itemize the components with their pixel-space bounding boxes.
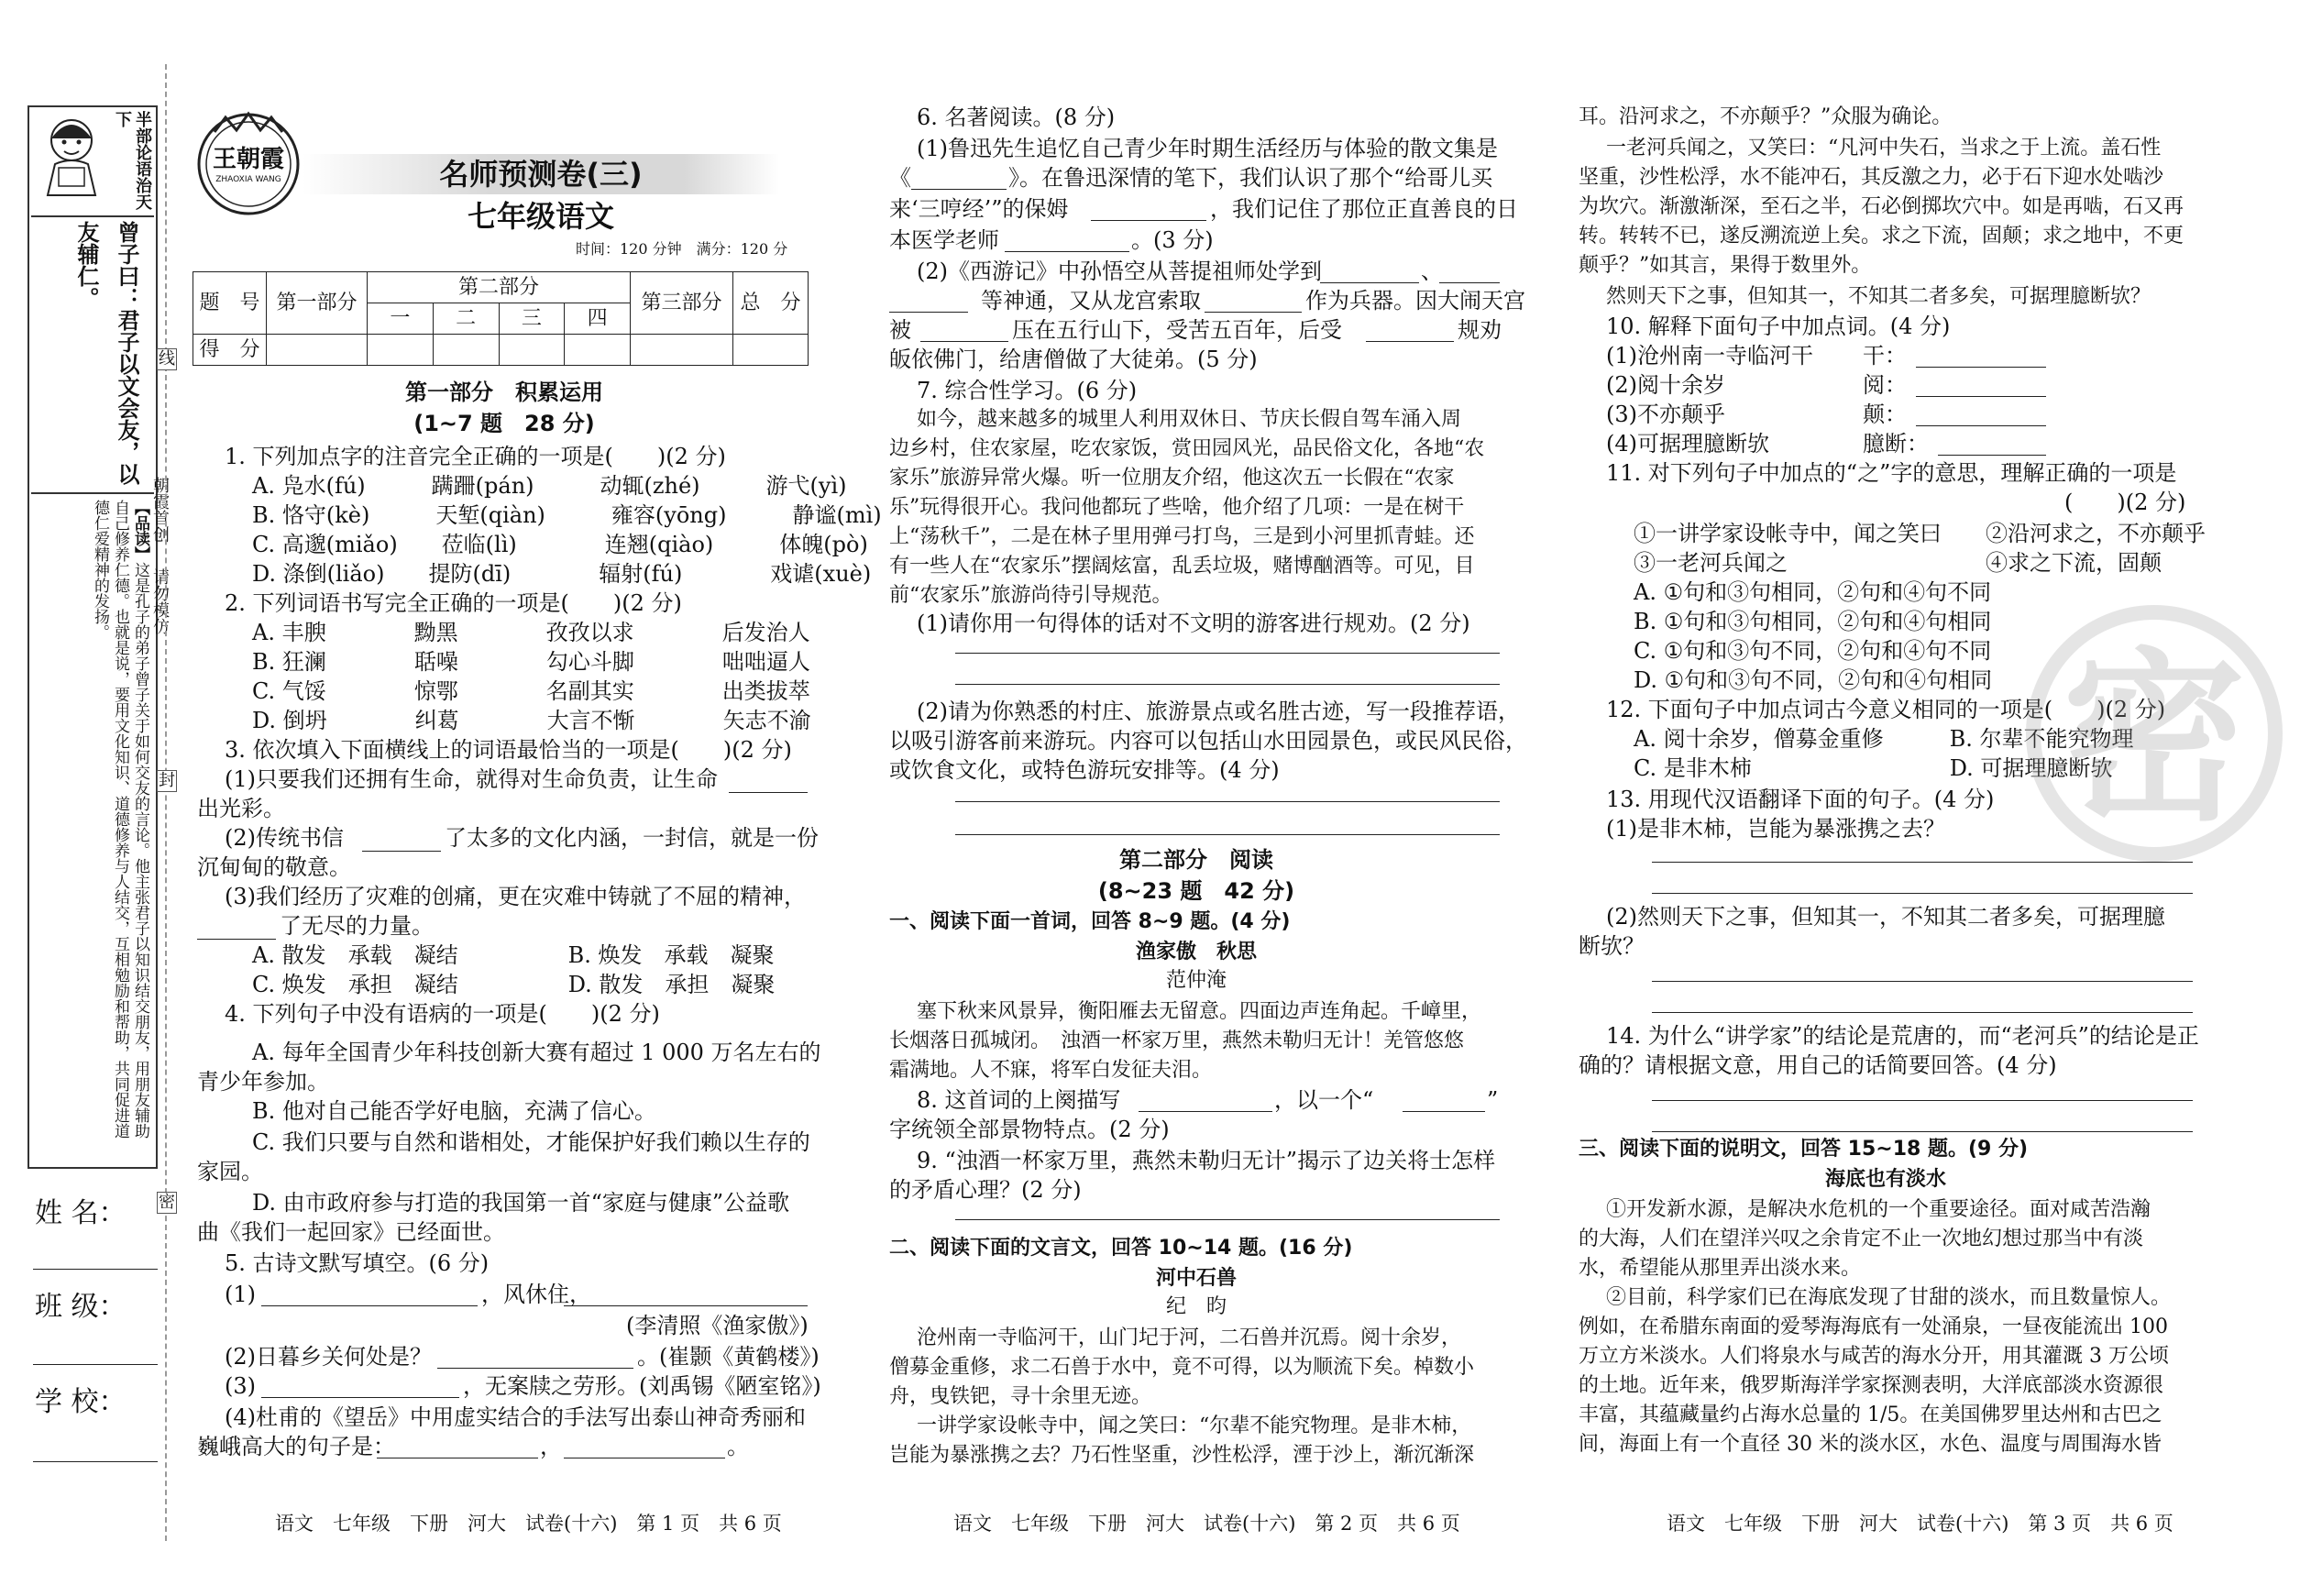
q6-blank-1[interactable] [911, 189, 1007, 190]
essay-1: ①开发新水源，是解决水危机的一个重要途径。面对咸苦浩瀚 [1606, 1198, 2151, 1221]
score-sub-4: 四 [565, 303, 631, 335]
q7-text-4: 乐”玩得很开心。我问他都玩了些啥，他介绍了几项：一是在树干 [889, 496, 1465, 519]
q5-blank-1[interactable] [261, 1305, 478, 1306]
sidebar-note-1: 朝霞首创 [150, 477, 170, 543]
wenyan-4: 一讲学家设帐寺中，闻之笑曰：“尔辈不能究物理。是非木柿， [917, 1414, 1472, 1437]
q3-2b: 了太多的文化内涵，一封信，就是一份 [445, 825, 819, 851]
q5-1b: ，风休住， [481, 1282, 591, 1307]
q10: 10. 解释下面句子中加点词。(4 分) [1606, 314, 1951, 339]
q2-d: D. 倒坍 纠葛 大言不惭 矢志不渝 [252, 708, 811, 733]
q3-2: (2)传统书信 [225, 825, 344, 851]
q6-blank-7[interactable] [1205, 312, 1302, 313]
sec3-heading: 三、阅读下面的说明文，回答 15~18 题。(9 分) [1579, 1138, 2029, 1161]
q13-2: (2)然则天下之事，但知其一，不知其二者多矣，可据理臆 [1606, 904, 2165, 930]
q6-2d: 被 [889, 317, 911, 343]
q5-1: (1) [225, 1282, 256, 1307]
q3-blank-1[interactable] [729, 792, 808, 793]
class-label: 班 级： [35, 1291, 127, 1323]
q2: 2. 下列词语书写完全正确的一项是( )(2 分) [225, 590, 682, 616]
q4: 4. 下列句子中没有语病的一项是( )(2 分) [225, 1001, 660, 1027]
q11-d: D. ①句和③句不同，②句和④句相同 [1634, 667, 1993, 693]
q8-c: ” [1487, 1087, 1499, 1113]
poem-author: 范仲淹 [1165, 969, 1227, 992]
q6-blank-4[interactable] [1320, 282, 1419, 283]
p3-line-3: 坚重，沙性松浮，水不能冲石，其反激之力，必于石下迎水处啮沙 [1579, 166, 2164, 189]
q13-2-answer-2[interactable] [1652, 1012, 2193, 1013]
sidebar-note-2: 请勿模仿 [150, 568, 170, 634]
comment-text: 这是孔子的弟子曾子关于如何交友的言论。他主张君子以知识结交朋友，用朋友辅助自己修养仁德。也就是说，要用文化知识、道德修养与人结交，互相勉励和帮助，共同促进道德仁爱精神的发扬。 [91, 500, 149, 1139]
page-2 [889, 0, 1527, 1596]
q5: 5. 古诗文默写填空。(6 分) [225, 1250, 490, 1276]
q6-blank-8[interactable] [920, 341, 1008, 342]
q6-2: (2)《西游记》中孙悟空从菩提祖师处学到 [917, 259, 1322, 284]
q2-b: B. 狂澜 聒噪 勾心斗脚 咄咄逼人 [252, 649, 810, 675]
q5-3: (3) [225, 1373, 256, 1399]
q10-4k: 臆断： [1863, 431, 1929, 457]
q4-a2: 青少年参加。 [197, 1069, 329, 1095]
q14-answer-2[interactable] [1652, 1131, 2193, 1132]
q6-2e: 压在五行山下，受苦五百年，后受 [1012, 317, 1342, 343]
q1-a: A. 凫水(fú) 蹒跚(pán) 动辄(zhé) 游弋(yì) [252, 473, 847, 499]
score-h1: 题 号 [193, 272, 267, 335]
q5-2: (2)日暮乡关何处是？ [225, 1344, 432, 1370]
wenyan-1: 沧州南一寺临河干，山门圮于河，二石兽并沉焉。阅十余岁， [917, 1326, 1462, 1349]
q5-blank-2[interactable] [564, 1305, 808, 1306]
score-h5: 总 分 [733, 272, 809, 335]
q9-b: 的矛盾心理？(2 分) [889, 1177, 1082, 1203]
mascot-icon [35, 113, 108, 197]
q6: 6. 名著阅读。(8 分) [917, 105, 1116, 130]
q6-blank-3[interactable] [1005, 251, 1129, 252]
q13-1: (1)是非木柿，岂能为暴涨携之去？ [1606, 816, 1945, 842]
q7-2c: 或饮食文化，或特色游玩安排等。(4 分) [889, 757, 1280, 783]
sidebar [28, 105, 158, 1169]
q6-1f: 。(3 分) [1131, 227, 1214, 253]
comment-title: 【品读】 [131, 500, 149, 562]
wenyan-title: 河中石兽 [1155, 1266, 1237, 1290]
q6-2a: 、 [1421, 259, 1443, 284]
q1-d: D. 涤倒(liǎo) 提防(dī) 辐射(fú) 戏谑(xuè) [252, 561, 872, 587]
q10-2k: 阅： [1863, 372, 1907, 398]
q3-2c: 沉甸甸的敬意。 [197, 854, 351, 880]
q7-text-1: 如今，越来越多的城里人利用双休日、节庆长假自驾车涌入周 [917, 408, 1462, 431]
q6-1c: 来‘三哼经’”的保姆 [889, 196, 1069, 222]
q5-4c: ， [540, 1434, 562, 1459]
q5-blank-3[interactable] [437, 1368, 633, 1369]
q7-2b: 以吸引游客前来游玩。内容可以包括山水田园景色，或民风民俗， [889, 728, 1527, 754]
footer-page-1: 语文 七年级 下册 河大 试卷(十六) 第 1 页 共 6 页 [275, 1513, 782, 1535]
q12: 12. 下面句子中加点词古今意义相同的一项是( )(2 分) [1606, 697, 2166, 722]
essay-8: 丰富，其蕴藏量约占海水总量的 1/5。在美国佛罗里达州和古巴之 [1579, 1403, 2162, 1426]
wenyan-5: 岂能为暴涨携之去？乃石性坚重，沙性松浮，湮于沙上，渐沉渐深 [889, 1444, 1475, 1467]
footer-page-3: 语文 七年级 下册 河大 试卷(十六) 第 3 页 共 6 页 [1667, 1513, 2173, 1535]
q2-a: A. 丰腴 黝黑 孜孜以求 后发治人 [252, 620, 810, 645]
binding-line [165, 64, 167, 1541]
q13-2b: 断欤？ [1579, 933, 1645, 959]
q3-1: (1)只要我们还拥有生命，就得对生命负责，让生命 [225, 766, 718, 792]
essay-3: 水，希望能从那里弄出淡水来。 [1579, 1257, 1862, 1280]
q9: 9. “浊酒一杯家万里，燕然未勒归无计”揭示了边关将士怎样 [917, 1148, 1496, 1173]
q10-3k: 颠： [1863, 402, 1907, 427]
q7-text-2: 边乡村，住农家屋，吃农家饭，赏田园风光，品民俗文化，各地“农 [889, 437, 1485, 460]
q5-4d: 。 [727, 1434, 749, 1459]
p3-line-4: 为坎穴。渐激渐深，至石之半，石必倒掷坎穴中。如是再啮，石又再 [1579, 195, 2184, 218]
q8-blank-1[interactable] [1139, 1111, 1272, 1112]
p3-line-5: 转。转转不已，遂反溯流逆上矣。求之下流，固颠；求之地中，不更 [1579, 225, 2184, 248]
q13-2-answer-1[interactable] [1652, 981, 2193, 982]
q14-answer-1[interactable] [1652, 1100, 2193, 1101]
q3-blank-2[interactable] [362, 851, 441, 852]
q8: 8. 这首词的上阕描写 [917, 1087, 1121, 1113]
q11-b2: B. ①句和③句相同，②句和④句相同 [1634, 609, 1992, 634]
q7-text-3: 家乐”旅游异常火爆。听一位朋友介绍，他这次五一长假在“农家 [889, 467, 1455, 490]
q4-a: A. 每年全国青少年科技创新大赛有超过 1 000 万名左右的 [252, 1040, 821, 1065]
essay-2: 的大海，人们在望洋兴叹之余肯定不止一次地幻想过那当中有淡 [1579, 1227, 2144, 1250]
q9-answer[interactable] [955, 1219, 1500, 1220]
q11-opts-2: ③一老河兵闻之 ④求之下流，固颠 [1634, 550, 2162, 576]
q13: 13. 用现代汉语翻译下面的句子。(4 分) [1606, 787, 1995, 812]
q14-b: 确的？请根据文意，用自己的话简要回答。(4 分) [1579, 1052, 2057, 1078]
q4-d2: 曲《我们一起回家》已经面世。 [197, 1219, 505, 1245]
q5-1c: (李清照《渔家傲》) [626, 1313, 809, 1338]
q6-blank-6[interactable] [889, 312, 968, 313]
sec1-heading: 一、阅读下面一首词，回答 8~9 题。(4 分) [889, 910, 1291, 933]
poem-title: 渔家傲 秋思 [1135, 940, 1257, 963]
q3-3b: 了无尽的力量。 [280, 913, 434, 939]
q7-text-6: 有一些人在“农家乐”摆阔炫富，乱丢垃圾，赌博酗酒等。可见，目 [889, 555, 1475, 578]
q6-blank-9[interactable] [1366, 341, 1454, 342]
score-h2: 第一部分 [267, 272, 368, 335]
q14: 14. 为什么“讲学家”的结论是荒唐的，而“老河兵”的结论是正 [1606, 1023, 2199, 1049]
q7-2-answer-2[interactable] [955, 834, 1500, 835]
q6-blank-2[interactable] [1091, 220, 1206, 221]
name-label: 姓 名： [35, 1197, 127, 1229]
score-h3: 第二部分 [368, 272, 631, 303]
sec2-heading: 二、阅读下面的文言文，回答 10~14 题。(16 分) [889, 1237, 1353, 1260]
q6-1e: 本医学老师 [889, 227, 999, 253]
q5-blank-4[interactable] [261, 1397, 459, 1398]
q4-d: D. 由市政府参与打造的我国第一首“家庭与健康”公益歌 [252, 1190, 790, 1216]
q6-blank-5[interactable] [1439, 282, 1500, 283]
essay-5: 例如，在希腊东南面的爱琴海海底有一处涌泉，一昼夜能流出 100 [1579, 1315, 2168, 1338]
q6-2g: 皈依佛门，给唐僧做了大徒弟。(5 分) [889, 347, 1258, 372]
q6-2c: 作为兵器。因大闹天宫 [1305, 288, 1525, 314]
q7: 7. 综合性学习。(6 分) [917, 378, 1138, 403]
q7-2: (2)请为你熟悉的村庄、旅游景点或名胜古迹，写一段推荐语， [917, 699, 1520, 724]
q1-b: B. 恪守(kè) 天堑(qiàn) 雍容(yōng) 静谧(mì) [252, 502, 882, 528]
sidebar-comment [37, 500, 150, 1141]
q1: 1. 下列加点字的注音完全正确的一项是( )(2 分) [225, 444, 726, 469]
q3-blank-3[interactable] [197, 939, 276, 940]
poem-line-2: 长烟落日孤城闭。 浊酒一杯家万里，燕然未勒归无计！羌管悠悠 [889, 1029, 1465, 1052]
q11-c: C. ①句和③句不同，②句和④句不同 [1634, 638, 1992, 664]
essay-4: ②目前，科学家们已在海底发现了甘甜的淡水，而且数量惊人。 [1606, 1286, 2172, 1309]
score-sub-2: 二 [433, 303, 499, 335]
binding-mark-1: 线 [159, 349, 175, 369]
q1-c: C. 高邈(miǎo) 莅临(lì) 连翘(qiào) 体魄(pò) [252, 532, 868, 557]
exam-time: 时间：120 分钟 满分：120 分 [576, 240, 788, 258]
q6-1a: 《 [889, 165, 911, 191]
q11-b: ( )(2 分) [2064, 490, 2186, 515]
q13-1-answer-1[interactable] [1652, 862, 2193, 863]
wenyan-3: 舟，曳铁钯，寻十余里无迹。 [889, 1385, 1152, 1408]
poem-line-3: 霜满地。人不寐，将军白发征夫泪。 [889, 1059, 1213, 1082]
q2-c: C. 气馁 惊鄂 名副其实 出类拔萃 [252, 678, 810, 704]
q7-2-answer-1[interactable] [955, 801, 1500, 802]
q5-2b: 。(崔颢《黄鹤楼》) [637, 1344, 820, 1370]
q11-a: A. ①句和③句相同，②句和④句不同 [1634, 579, 1992, 605]
q8-d: 字统领全部景物特点。(2 分) [889, 1117, 1170, 1142]
sidebar-tag: 半部论语治天下 [113, 111, 152, 210]
q10-1: (1)沧州南一寺临河干 [1606, 343, 1813, 369]
essay-7: 的土地。近年来，俄罗斯海洋学家探测表明，大洋底部淡水资源很 [1579, 1374, 2164, 1397]
seal-text: 密 [2062, 631, 2246, 846]
q10-blank-2[interactable] [1916, 396, 2046, 397]
q4-b: B. 他对自己能否学好电脑，充满了信心。 [252, 1098, 656, 1124]
q5-3b: ，无案牍之劳形。(刘禹锡《陋室铭》) [463, 1373, 821, 1399]
q10-blank-1[interactable] [1916, 367, 2046, 368]
brand-sub: ZHAOXIA WANG [215, 175, 281, 184]
q11: 11. 对下列句子中加点的“之”字的意思，理解正确的一项是 [1606, 460, 2177, 486]
q7-text-7: 前“农家乐”旅游尚待引导规范。 [889, 584, 1172, 607]
q6-1b: 》。在鲁迅深情的笔下，我们认识了那个“给哥儿买 [1008, 165, 1493, 191]
binding-mark-2: 封 [159, 771, 175, 790]
part1-heading: 第一部分 积累运用 [405, 380, 603, 405]
q6-1: (1)鲁迅先生追忆自己青少年时期生活经历与体验的散文集是 [917, 136, 1498, 161]
q12-cd: C. 是非木柿 D. 可据理臆断欤 [1634, 755, 2113, 781]
q3-bd: C. 焕发 承担 凝结 D. 散发 承担 凝聚 [252, 972, 776, 997]
essay-9: 间，海面上有一个直径 30 米的淡水区，水色、温度与周围海水皆 [1579, 1433, 2162, 1456]
q7-1-answer-2[interactable] [955, 684, 1500, 685]
q5-4: (4)杜甫的《望岳》中用虚实结合的手法写出泰山神奇秀丽和 [225, 1404, 806, 1430]
q4-c2: 家园。 [197, 1159, 263, 1184]
essay-6: 万立方米淡水。人们将泉水与咸苦的海水分开，用其灌溉 3 万公顷 [1579, 1345, 2169, 1368]
q4-c: C. 我们只要与自然和谐相处，才能保护好我们赖以生存的 [252, 1129, 810, 1155]
q7-text-5: 上“荡秋千”，二是在林子里用弹弓打鸟，三是到小河里抓青蛙。还 [889, 525, 1475, 548]
secret-seal-icon [2026, 605, 2283, 862]
q10-blank-3[interactable] [1916, 425, 2046, 426]
q8-b: ，以一个“ [1274, 1087, 1374, 1113]
q10-1k: 干： [1863, 343, 1907, 369]
q13-1-answer-2[interactable] [1652, 893, 2193, 894]
q3-ac: A. 散发 承载 凝结 B. 焕发 承载 凝聚 [252, 942, 775, 968]
q10-4: (4)可据理臆断欤 [1606, 431, 1769, 457]
school-field[interactable] [33, 1461, 158, 1462]
q11-opts-1: ①一讲学家设帐寺中，闻之笑曰 ②沿河求之，不亦颠乎 [1634, 521, 2206, 546]
q5-4b: 巍峨高大的句子是： [197, 1434, 395, 1459]
part1-range: (1~7 题 28 分) [413, 411, 595, 436]
part2-range: (8~23 题 42 分) [1097, 878, 1295, 904]
sidebar-motto: 曾子曰：君子以文会友，以友辅仁。 [73, 221, 139, 485]
q7-1-answer-1[interactable] [955, 653, 1500, 654]
q6-1d: ，我们记住了那位正直善良的日 [1210, 196, 1518, 222]
footer-page-2: 语文 七年级 下册 河大 试卷(十六) 第 2 页 共 6 页 [953, 1513, 1460, 1535]
poem-line-1: 塞下秋来风景异，衡阳雁去无留意。四面边声连角起。千嶂里， [917, 1000, 1482, 1023]
school-label: 学 校： [35, 1386, 127, 1418]
q10-3: (3)不亦颠乎 [1606, 402, 1725, 427]
part2-heading: 第二部分 阅读 [1119, 847, 1273, 873]
p3-line-7: 然则天下之事，但知其一，不知其二者多矣，可据理臆断欤？ [1606, 285, 2151, 308]
q3-3: (3)我们经历了灾难的创痛，更在灾难中铸就了不屈的精神， [225, 884, 806, 909]
page-subtitle: 七年级语文 [467, 199, 614, 234]
score-sub-3: 三 [499, 303, 565, 335]
binding-mark-3: 密 [159, 1193, 175, 1212]
page-title: 名师预测卷(三) [439, 157, 643, 192]
q8-blank-2[interactable] [1403, 1111, 1485, 1112]
q10-blank-4[interactable] [1938, 455, 2046, 456]
wenyan-2: 僧募金重修，求二石兽于水中，竟不可得，以为顺流下矣。棹数小 [889, 1356, 1475, 1379]
brand-name: 王朝霞 [212, 146, 284, 173]
q7-1: (1)请你用一句得体的话对不文明的游客进行规劝。(2 分) [917, 611, 1470, 636]
q6-2b: 等神通，又从龙宫索取 [981, 288, 1201, 314]
q6-2f: 规劝 [1458, 317, 1502, 343]
page-1 [197, 0, 882, 1596]
class-field[interactable] [33, 1364, 158, 1365]
q12-ab: A. 阅十余岁，僧募金重修 B. 尔辈不能究物理 [1634, 726, 2134, 752]
q3-1b: 出光彩。 [197, 796, 285, 821]
q10-2: (2)阅十余岁 [1606, 372, 1725, 398]
name-field[interactable] [33, 1269, 158, 1270]
score-sub-1: 一 [368, 303, 434, 335]
q3: 3. 依次填入下面横线上的词语最恰当的一项是( )(2 分) [225, 737, 792, 763]
p3-line-1: 耳。沿河求之，不亦颠乎？”众服为确论。 [1579, 105, 1953, 128]
p3-line-2: 一老河兵闻之，又笑曰：“凡河中失石，当求之于上流。盖石性 [1606, 137, 2162, 160]
p3-line-6: 颠乎？”如其言，果得于数里外。 [1579, 254, 1872, 277]
wenyan-author: 纪 昀 [1165, 1295, 1227, 1318]
score-r2: 得 分 [193, 335, 267, 366]
essay-title: 海底也有淡水 [1824, 1167, 1946, 1191]
score-h4: 第三部分 [631, 272, 733, 335]
